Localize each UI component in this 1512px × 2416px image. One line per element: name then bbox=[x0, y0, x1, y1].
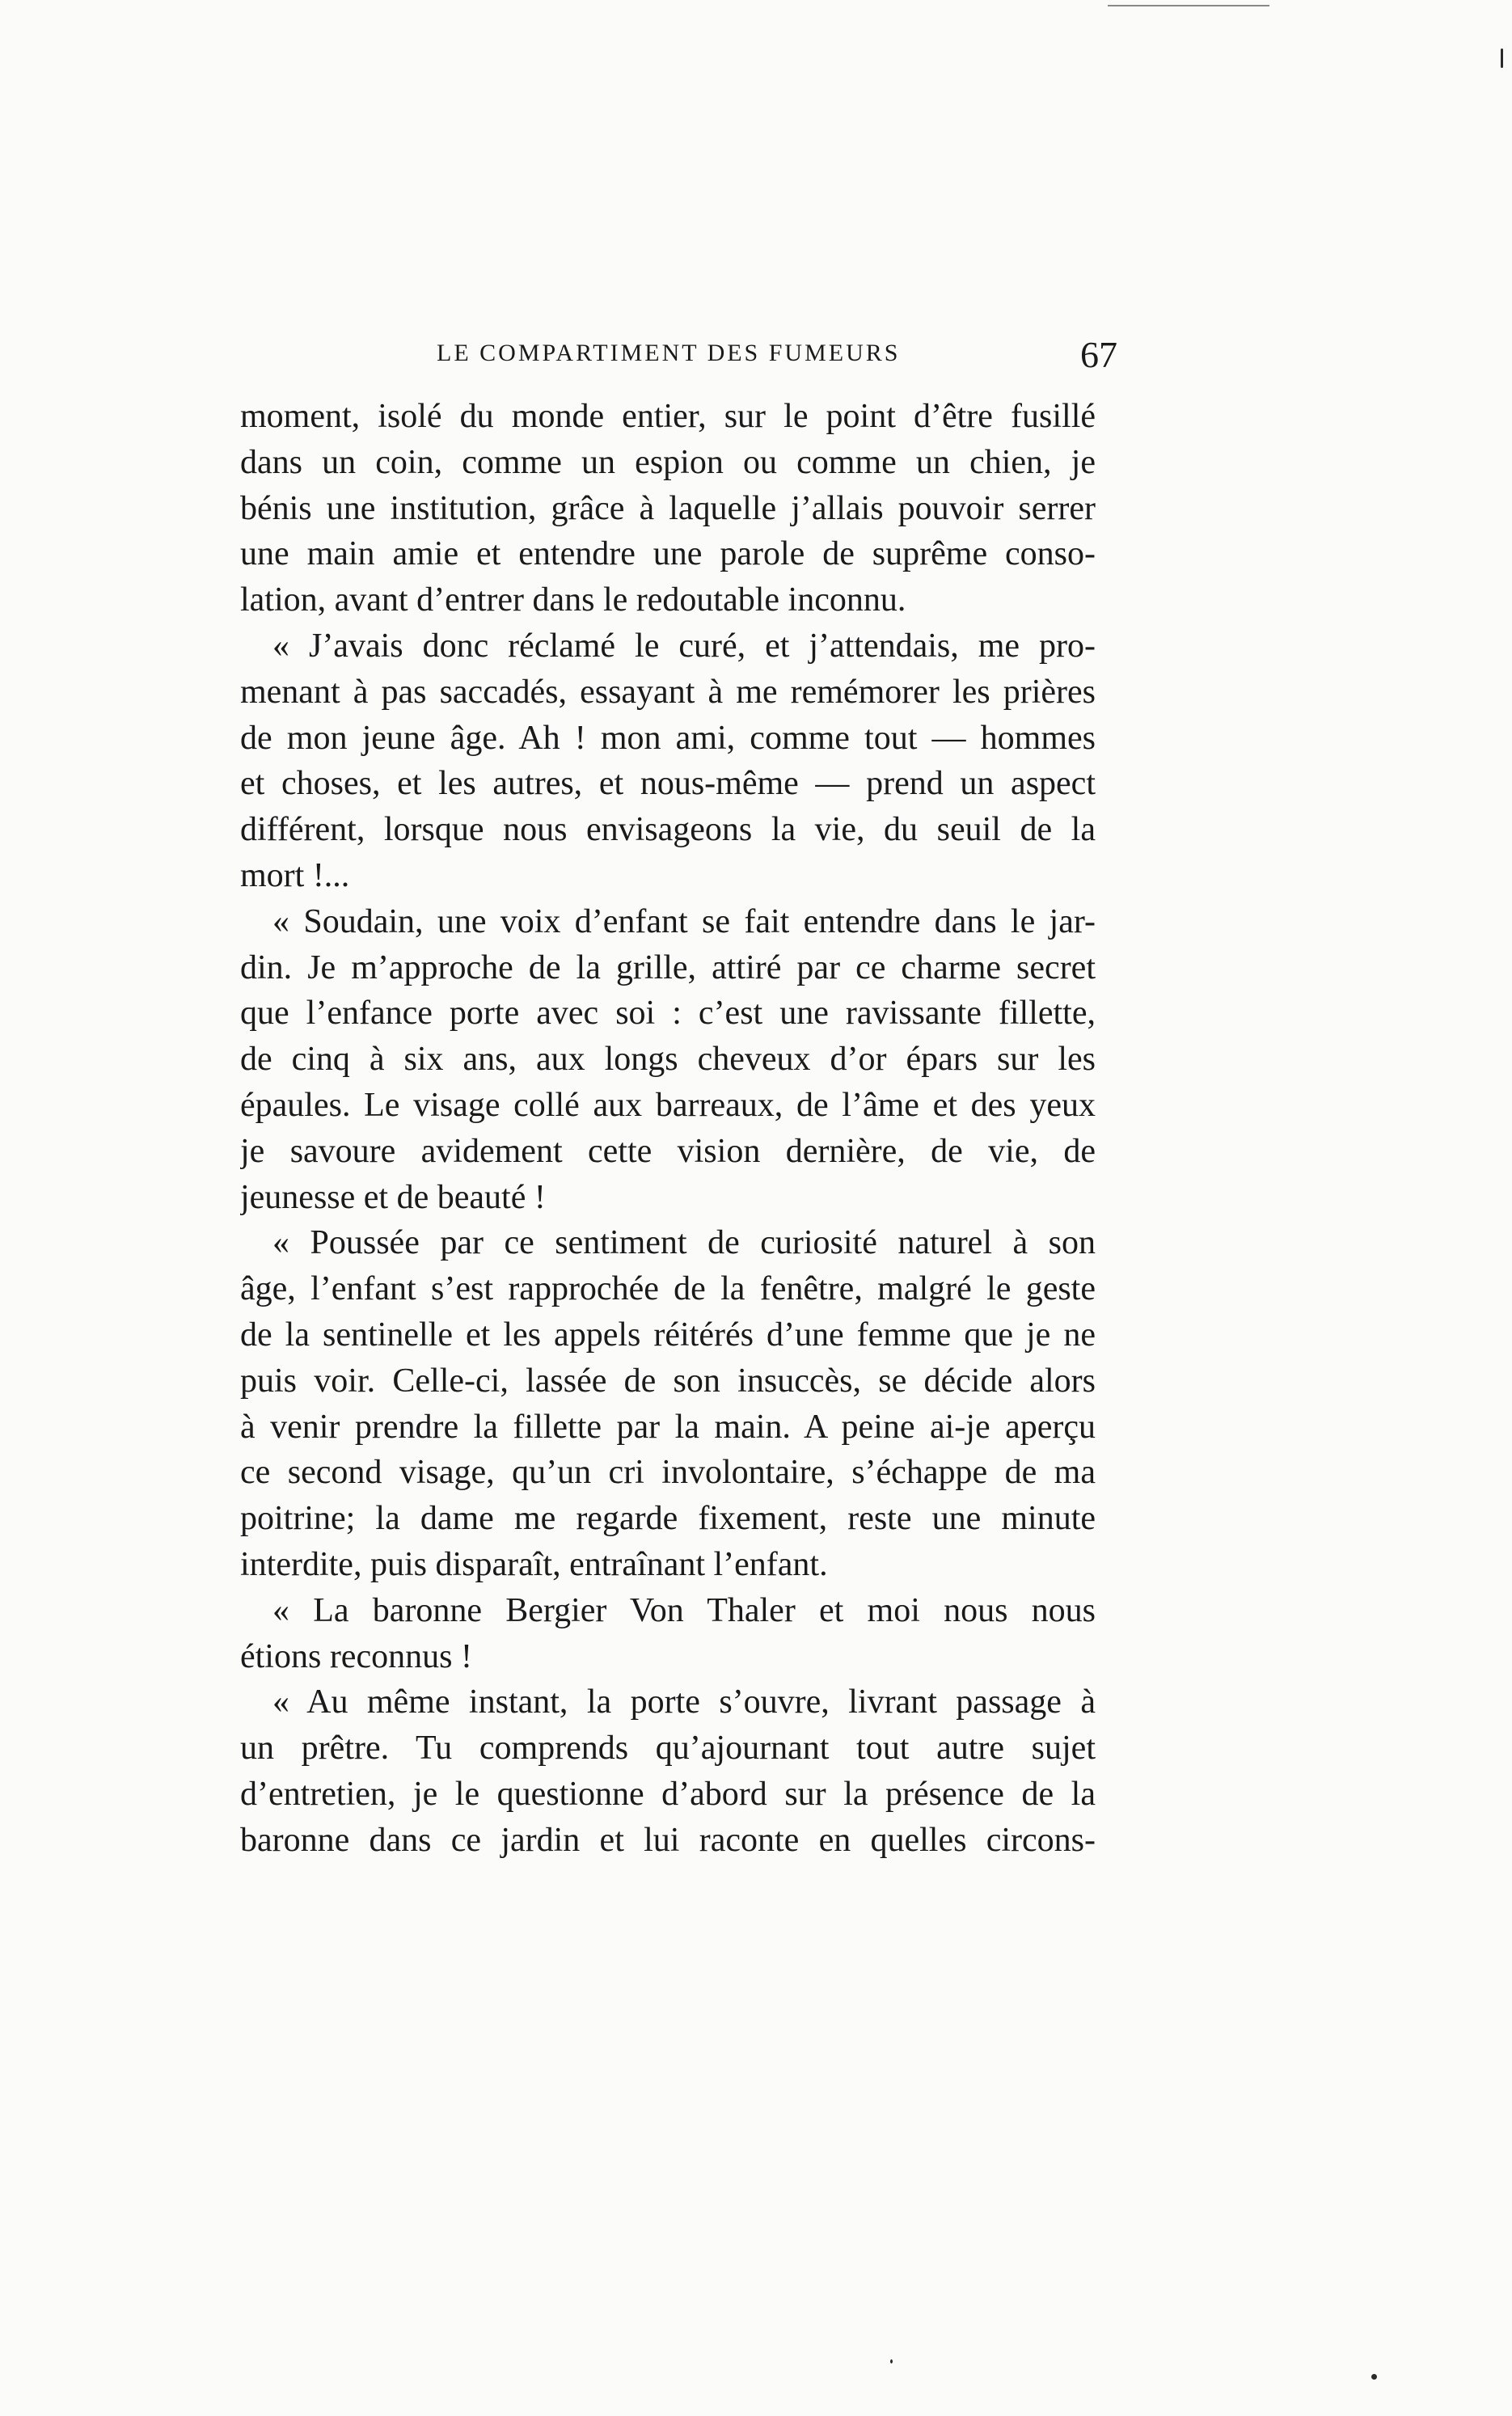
text-line: un prêtre. Tu comprends qu’ajournant tout autre sujet bbox=[240, 1730, 1096, 1768]
text-line: que l’enfance porte avec soi : c’est une ravissante fillette, bbox=[240, 995, 1096, 1033]
body-text bbox=[240, 394, 1096, 1864]
text-line: dans un coin, comme un espion ou comme un chien, je bbox=[240, 443, 1096, 481]
page-number: 67 bbox=[1080, 334, 1117, 375]
text-line: une main amie et entendre une parole de suprême conso- bbox=[240, 535, 1096, 573]
text-line: poitrine; la dame me regarde fixement, reste une minute bbox=[240, 1500, 1096, 1538]
text-line: âge, l’enfant s’est rapprochée de la fenêtre, malgré le geste bbox=[240, 1270, 1096, 1308]
text-line: de la sentinelle et les appels réitérés d’une femme que je ne bbox=[240, 1316, 1096, 1354]
text-line: mort !... bbox=[240, 856, 350, 894]
text-line: bénis une institution, grâce à laquelle j’allais pouvoir serrer bbox=[240, 489, 1096, 527]
text-line: puis voir. Celle-ci, lassée de son insuccès, se décide alors bbox=[240, 1362, 1096, 1400]
text-line: de cinq à six ans, aux longs cheveux d’or épars sur les bbox=[240, 1041, 1096, 1079]
text-line: à venir prendre la fillette par la main. A peine ai-je aperçu bbox=[240, 1408, 1096, 1446]
text-line: d’entretien, je le questionne d’abord sur la présence de la bbox=[240, 1775, 1096, 1813]
text-line: et choses, et les autres, et nous-même — prend un aspect bbox=[240, 765, 1096, 803]
text-line: « Poussée par ce sentiment de curiosité naturel à son bbox=[272, 1224, 1096, 1262]
text-line: jeunesse et de beauté ! bbox=[240, 1178, 546, 1216]
text-line: différent, lorsque nous envisageons la vie, du seuil de la bbox=[240, 811, 1096, 849]
ink-speck bbox=[890, 2359, 893, 2363]
text-line: lation, avant d’entrer dans le redoutable inconnu. bbox=[240, 581, 906, 619]
text-line: menant à pas saccadés, essayant à me remémorer les prières bbox=[240, 673, 1096, 711]
text-line: ce second visage, qu’un cri involontaire, s’échappe de ma bbox=[240, 1454, 1096, 1492]
text-line: baronne dans ce jardin et lui raconte en quelles circons- bbox=[240, 1821, 1096, 1859]
text-line: « Au même instant, la porte s’ouvre, livrant passage à bbox=[272, 1683, 1096, 1721]
scan-edge-mark bbox=[1108, 5, 1269, 6]
text-line: interdite, puis disparaît, entraînant l’enfant. bbox=[240, 1545, 828, 1583]
text-line: de mon jeune âge. Ah ! mon ami, comme tout — hommes bbox=[240, 719, 1096, 757]
text-line: étions reconnus ! bbox=[240, 1637, 472, 1675]
ink-speck bbox=[1371, 2374, 1377, 2380]
text-line: « J’avais donc réclamé le curé, et j’attendais, me pro- bbox=[272, 627, 1096, 665]
text-line: épaules. Le visage collé aux barreaux, de l’âme et des yeux bbox=[240, 1086, 1096, 1124]
ink-speck bbox=[1501, 49, 1503, 68]
text-line: moment, isolé du monde entier, sur le point d’être fusillé bbox=[240, 398, 1096, 435]
text-line: din. Je m’approche de la grille, attiré par ce charme secret bbox=[240, 948, 1096, 986]
page-header bbox=[437, 333, 1117, 382]
running-title: LE COMPARTIMENT DES FUMEURS bbox=[437, 340, 901, 366]
text-line: « Soudain, une voix d’enfant se fait entendre dans le jar- bbox=[272, 902, 1096, 940]
text-line: je savoure avidement cette vision dernière, de vie, de bbox=[240, 1132, 1096, 1170]
text-line: « La baronne Bergier Von Thaler et moi nous nous bbox=[272, 1591, 1096, 1629]
